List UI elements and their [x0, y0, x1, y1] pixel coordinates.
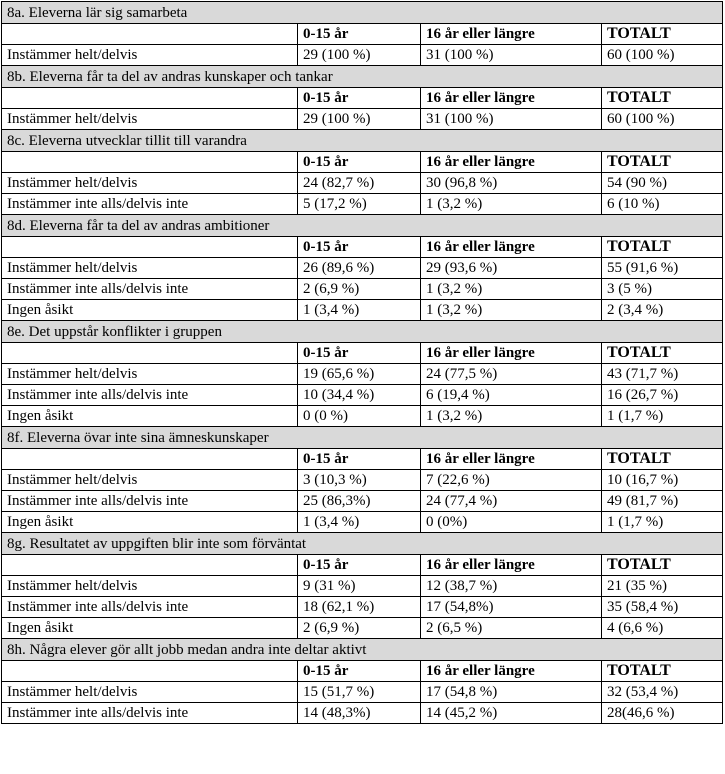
value-cell-total: 28(46,6 %) [602, 703, 723, 724]
value-cell-total: 54 (90 %) [602, 173, 723, 194]
column-header-total: TOTALT [602, 343, 723, 364]
section-title: 8a. Eleverna lär sig samarbeta [2, 2, 723, 24]
value-cell-group-0-15: 14 (48,3%) [298, 703, 421, 724]
row-label: Instämmer helt/delvis [2, 682, 298, 703]
column-header-total: TOTALT [602, 24, 723, 45]
header-blank-cell [2, 24, 298, 45]
value-cell-group-0-15: 26 (89,6 %) [298, 258, 421, 279]
table-row [2, 512, 723, 533]
row-label: Ingen åsikt [2, 512, 298, 533]
value-cell-total: 60 (100 %) [602, 45, 723, 66]
row-label: Instämmer inte alls/delvis inte [2, 194, 298, 215]
table-row [2, 194, 723, 215]
section-title-row [2, 66, 723, 88]
column-header-group-16-plus: 16 år eller längre [421, 555, 602, 576]
column-header-group-16-plus: 16 år eller längre [421, 343, 602, 364]
value-cell-group-0-15: 10 (34,4 %) [298, 385, 421, 406]
row-label: Instämmer helt/delvis [2, 45, 298, 66]
value-cell-group-16-plus: 17 (54,8%) [421, 597, 602, 618]
value-cell-total: 32 (53,4 %) [602, 682, 723, 703]
value-cell-group-0-15: 24 (82,7 %) [298, 173, 421, 194]
value-cell-group-0-15: 15 (51,7 %) [298, 682, 421, 703]
column-header-group-16-plus: 16 år eller längre [421, 152, 602, 173]
section-title-row [2, 639, 723, 661]
value-cell-group-16-plus: 1 (3,2 %) [421, 406, 602, 427]
table-row [2, 258, 723, 279]
value-cell-group-0-15: 3 (10,3 %) [298, 470, 421, 491]
value-cell-total: 49 (81,7 %) [602, 491, 723, 512]
column-header-total: TOTALT [602, 661, 723, 682]
value-cell-group-16-plus: 24 (77,4 %) [421, 491, 602, 512]
value-cell-group-0-15: 29 (100 %) [298, 109, 421, 130]
section-title-row [2, 427, 723, 449]
table-row [2, 406, 723, 427]
column-header-total: TOTALT [602, 449, 723, 470]
section-title-row [2, 2, 723, 24]
value-cell-group-16-plus: 31 (100 %) [421, 109, 602, 130]
column-header-group-16-plus: 16 år eller längre [421, 88, 602, 109]
value-cell-group-0-15: 2 (6,9 %) [298, 618, 421, 639]
value-cell-group-16-plus: 30 (96,8 %) [421, 173, 602, 194]
row-label: Instämmer helt/delvis [2, 173, 298, 194]
value-cell-group-16-plus: 1 (3,2 %) [421, 279, 602, 300]
table-row [2, 109, 723, 130]
table-row [2, 173, 723, 194]
survey-table-body [2, 2, 723, 724]
section-title: 8e. Det uppstår konflikter i gruppen [2, 321, 723, 343]
column-header-row [2, 661, 723, 682]
column-header-group-16-plus: 16 år eller längre [421, 24, 602, 45]
value-cell-total: 10 (16,7 %) [602, 470, 723, 491]
value-cell-group-0-15: 25 (86,3%) [298, 491, 421, 512]
table-row [2, 470, 723, 491]
header-blank-cell [2, 555, 298, 576]
header-blank-cell [2, 237, 298, 258]
table-row [2, 45, 723, 66]
table-row [2, 279, 723, 300]
column-header-row [2, 152, 723, 173]
value-cell-group-16-plus: 31 (100 %) [421, 45, 602, 66]
column-header-total: TOTALT [602, 237, 723, 258]
column-header-group-0-15: 0-15 år [298, 152, 421, 173]
table-row [2, 703, 723, 724]
section-title: 8g. Resultatet av uppgiften blir inte som förväntat [2, 533, 723, 555]
value-cell-total: 60 (100 %) [602, 109, 723, 130]
row-label: Instämmer inte alls/delvis inte [2, 279, 298, 300]
section-title: 8c. Eleverna utvecklar tillit till varandra [2, 130, 723, 152]
value-cell-total: 1 (1,7 %) [602, 512, 723, 533]
value-cell-group-0-15: 0 (0 %) [298, 406, 421, 427]
row-label: Instämmer helt/delvis [2, 258, 298, 279]
value-cell-total: 1 (1,7 %) [602, 406, 723, 427]
value-cell-group-0-15: 1 (3,4 %) [298, 300, 421, 321]
value-cell-total: 55 (91,6 %) [602, 258, 723, 279]
row-label: Ingen åsikt [2, 618, 298, 639]
value-cell-group-0-15: 18 (62,1 %) [298, 597, 421, 618]
column-header-group-0-15: 0-15 år [298, 661, 421, 682]
value-cell-group-16-plus: 29 (93,6 %) [421, 258, 602, 279]
value-cell-total: 3 (5 %) [602, 279, 723, 300]
row-label: Instämmer inte alls/delvis inte [2, 703, 298, 724]
column-header-group-0-15: 0-15 år [298, 449, 421, 470]
column-header-group-0-15: 0-15 år [298, 343, 421, 364]
value-cell-group-16-plus: 12 (38,7 %) [421, 576, 602, 597]
header-blank-cell [2, 152, 298, 173]
table-row [2, 364, 723, 385]
section-title-row [2, 130, 723, 152]
section-title-row [2, 321, 723, 343]
row-label: Instämmer helt/delvis [2, 576, 298, 597]
value-cell-group-0-15: 5 (17,2 %) [298, 194, 421, 215]
value-cell-total: 16 (26,7 %) [602, 385, 723, 406]
value-cell-total: 35 (58,4 %) [602, 597, 723, 618]
column-header-row [2, 88, 723, 109]
value-cell-total: 2 (3,4 %) [602, 300, 723, 321]
header-blank-cell [2, 343, 298, 364]
column-header-group-0-15: 0-15 år [298, 555, 421, 576]
value-cell-group-16-plus: 24 (77,5 %) [421, 364, 602, 385]
table-row [2, 682, 723, 703]
header-blank-cell [2, 88, 298, 109]
section-title: 8b. Eleverna får ta del av andras kunskaper och tankar [2, 66, 723, 88]
column-header-row [2, 24, 723, 45]
value-cell-group-16-plus: 0 (0%) [421, 512, 602, 533]
row-label: Instämmer helt/delvis [2, 109, 298, 130]
column-header-total: TOTALT [602, 152, 723, 173]
value-cell-total: 21 (35 %) [602, 576, 723, 597]
row-label: Instämmer helt/delvis [2, 364, 298, 385]
value-cell-group-16-plus: 1 (3,2 %) [421, 300, 602, 321]
column-header-group-16-plus: 16 år eller längre [421, 661, 602, 682]
column-header-group-16-plus: 16 år eller längre [421, 237, 602, 258]
value-cell-group-0-15: 19 (65,6 %) [298, 364, 421, 385]
value-cell-group-16-plus: 2 (6,5 %) [421, 618, 602, 639]
section-title: 8f. Eleverna övar inte sina ämneskunskaper [2, 427, 723, 449]
value-cell-group-0-15: 1 (3,4 %) [298, 512, 421, 533]
column-header-row [2, 237, 723, 258]
row-label: Ingen åsikt [2, 300, 298, 321]
column-header-row [2, 555, 723, 576]
row-label: Ingen åsikt [2, 406, 298, 427]
value-cell-group-16-plus: 6 (19,4 %) [421, 385, 602, 406]
value-cell-group-16-plus: 7 (22,6 %) [421, 470, 602, 491]
table-row [2, 618, 723, 639]
value-cell-group-0-15: 2 (6,9 %) [298, 279, 421, 300]
survey-results-table [1, 1, 723, 724]
header-blank-cell [2, 449, 298, 470]
value-cell-total: 6 (10 %) [602, 194, 723, 215]
column-header-group-0-15: 0-15 år [298, 24, 421, 45]
column-header-total: TOTALT [602, 88, 723, 109]
row-label: Instämmer inte alls/delvis inte [2, 491, 298, 512]
section-title-row [2, 215, 723, 237]
table-row [2, 385, 723, 406]
value-cell-group-16-plus: 14 (45,2 %) [421, 703, 602, 724]
column-header-group-0-15: 0-15 år [298, 88, 421, 109]
value-cell-group-16-plus: 17 (54,8 %) [421, 682, 602, 703]
column-header-row [2, 449, 723, 470]
table-row [2, 491, 723, 512]
header-blank-cell [2, 661, 298, 682]
table-row [2, 597, 723, 618]
row-label: Instämmer inte alls/delvis inte [2, 385, 298, 406]
value-cell-group-0-15: 29 (100 %) [298, 45, 421, 66]
value-cell-group-0-15: 9 (31 %) [298, 576, 421, 597]
section-title: 8h. Några elever gör allt jobb medan andra inte deltar aktivt [2, 639, 723, 661]
row-label: Instämmer helt/delvis [2, 470, 298, 491]
value-cell-group-16-plus: 1 (3,2 %) [421, 194, 602, 215]
column-header-group-0-15: 0-15 år [298, 237, 421, 258]
column-header-group-16-plus: 16 år eller längre [421, 449, 602, 470]
row-label: Instämmer inte alls/delvis inte [2, 597, 298, 618]
table-row [2, 576, 723, 597]
value-cell-total: 4 (6,6 %) [602, 618, 723, 639]
column-header-row [2, 343, 723, 364]
section-title: 8d. Eleverna får ta del av andras ambitioner [2, 215, 723, 237]
column-header-total: TOTALT [602, 555, 723, 576]
value-cell-total: 43 (71,7 %) [602, 364, 723, 385]
section-title-row [2, 533, 723, 555]
table-row [2, 300, 723, 321]
